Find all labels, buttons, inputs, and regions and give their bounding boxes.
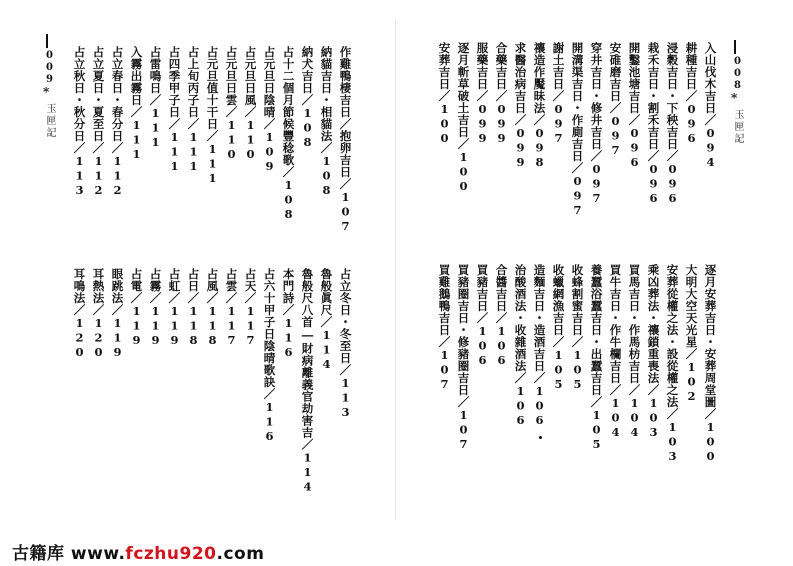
toc-entry: 占六十甲子日陰晴歌訣／116 bbox=[262, 268, 277, 444]
watermark-text bbox=[12, 539, 264, 564]
toc-entry: 占立秋日・秋分日／113 bbox=[72, 46, 87, 198]
toc-entry: 魯般眞尺／114 bbox=[319, 268, 334, 372]
toc-entry: 占天／117 bbox=[243, 268, 258, 348]
page-number: 008 bbox=[732, 56, 743, 92]
toc-entry: 納犬吉日／108 bbox=[300, 46, 315, 150]
toc-entry: 占雷鳴日／111 bbox=[148, 46, 163, 150]
toc-entry: 安葬吉日／100 bbox=[437, 42, 452, 146]
running-title: 玉匣記 bbox=[44, 103, 55, 139]
site-url-brand: fczhu920 bbox=[125, 544, 217, 564]
toc-entry: 納貓吉日・相貓法／108 bbox=[319, 46, 334, 198]
watermark-footer bbox=[0, 530, 793, 566]
toc-entry: 魯般尺八首―財病離義官劫害吉／114 bbox=[300, 268, 315, 494]
ink-speck bbox=[539, 436, 542, 439]
toc-entry: 占霧／119 bbox=[148, 268, 163, 348]
site-url-suffix: .com bbox=[216, 544, 265, 564]
header-rule-mark bbox=[734, 40, 736, 54]
toc-entry: 占上旬丙子日／111 bbox=[186, 46, 201, 174]
toc-entry: 占電／119 bbox=[129, 268, 144, 348]
toc-entry: 禳造作魘昧法／098 bbox=[532, 42, 547, 170]
site-name: 古籍库 bbox=[12, 544, 65, 564]
toc-entry: 穿井吉日・修井吉日／097 bbox=[589, 42, 604, 206]
toc-entry: 開溝渠吉日・作廁吉日／097 bbox=[570, 42, 585, 218]
toc-entry: 占元旦日風／110 bbox=[243, 46, 258, 162]
toc-entry: 占虹／119 bbox=[167, 268, 182, 348]
toc-entry: 占風／118 bbox=[205, 268, 220, 348]
toc-entry: 逐月安葬吉日・安葬周堂圖／100 bbox=[703, 264, 718, 464]
running-title: 玉匣記 bbox=[732, 109, 743, 145]
toc-entry: 逐月斬草破土吉日／100 bbox=[456, 42, 471, 194]
toc-entry: 乘凶葬法・禳鎖重喪法／103 bbox=[646, 264, 661, 440]
toc-entry: 占元旦值十干日／111 bbox=[205, 46, 220, 186]
toc-entry: 耳鳴法／120 bbox=[72, 268, 87, 360]
toc-entry: 造麵吉日・造酒吉日／106 bbox=[532, 264, 547, 428]
toc-entry: 占十二個月節候豐稔歌／108 bbox=[281, 46, 296, 222]
toc-entry: 收蜂割蜜吉日／105 bbox=[570, 264, 585, 392]
toc-entry: 占雲／117 bbox=[224, 268, 239, 348]
toc-entry: 求醫治病吉日／099 bbox=[513, 42, 528, 170]
toc-entry: 占日／118 bbox=[186, 268, 201, 348]
toc-entry: 浸穀吉日・下秧吉日／096 bbox=[665, 42, 680, 206]
toc-entry: 買牛吉日・作牛欄吉日／104 bbox=[608, 264, 623, 440]
toc-entry: 買豬吉日／106 bbox=[475, 264, 490, 368]
toc-entry: 占四季甲子日／111 bbox=[167, 46, 182, 174]
toc-entry: 大明大空天光星／102 bbox=[684, 264, 699, 404]
right-page bbox=[396, 0, 793, 530]
toc-entry: 買豬圈吉日・修豬圈吉日／107 bbox=[456, 264, 471, 452]
toc-entry: 入霧出霧日／111 bbox=[129, 46, 144, 162]
toc-entry: 栽禾吉日・割禾吉日／096 bbox=[646, 42, 661, 206]
toc-entry: 買馬吉日・作馬枋吉日／104 bbox=[627, 264, 642, 440]
toc-entry: 安葬從權之法・設從權之法／103 bbox=[665, 264, 680, 464]
toc-entry: 養蠶浴蠶吉日・出蠶吉日／105 bbox=[589, 264, 604, 452]
toc-entry: 占立冬日・冬至日／113 bbox=[338, 268, 353, 420]
toc-entry: 占立春日・春分日／112 bbox=[110, 46, 125, 198]
toc-entry: 占立夏日・夏至日／112 bbox=[91, 46, 106, 198]
toc-entry: 收蠟網漁吉日／105 bbox=[551, 264, 566, 392]
toc-entry: 耕種吉日／096 bbox=[684, 42, 699, 146]
header-star-icon: * bbox=[731, 91, 738, 105]
toc-entry: 治酸酒法・收雜酒法／106 bbox=[513, 264, 528, 428]
toc-entry: 眼跳法／119 bbox=[110, 268, 125, 360]
toc-entry: 本門詩／116 bbox=[281, 268, 296, 360]
page-number: 009 bbox=[44, 50, 55, 86]
toc-entry: 耳熱法／120 bbox=[91, 268, 106, 360]
toc-entry: 安碓磨吉日／097 bbox=[608, 42, 623, 158]
toc-entry: 合藥吉日／099 bbox=[494, 42, 509, 146]
toc-entry: 服藥吉日／099 bbox=[475, 42, 490, 146]
header-star-icon: * bbox=[43, 85, 50, 99]
toc-entry: 入山伐木吉日／094 bbox=[703, 42, 718, 170]
toc-entry: 占元旦日雲／110 bbox=[224, 46, 239, 162]
header-rule-mark bbox=[46, 34, 48, 48]
toc-entry: 開鑿池塘吉日／096 bbox=[627, 42, 642, 170]
toc-entry: 買雞鵝鴨吉日／107 bbox=[437, 264, 452, 392]
toc-entry: 占元旦日陰晴／109 bbox=[262, 46, 277, 174]
site-url-prefix: www. bbox=[70, 544, 126, 564]
left-page bbox=[0, 0, 396, 530]
toc-entry: 合醬吉日／106 bbox=[494, 264, 509, 368]
toc-entry: 作雞鴨棲吉日／抱卵吉日／107 bbox=[338, 46, 353, 234]
toc-entry: 謝土吉日／097 bbox=[551, 42, 566, 146]
